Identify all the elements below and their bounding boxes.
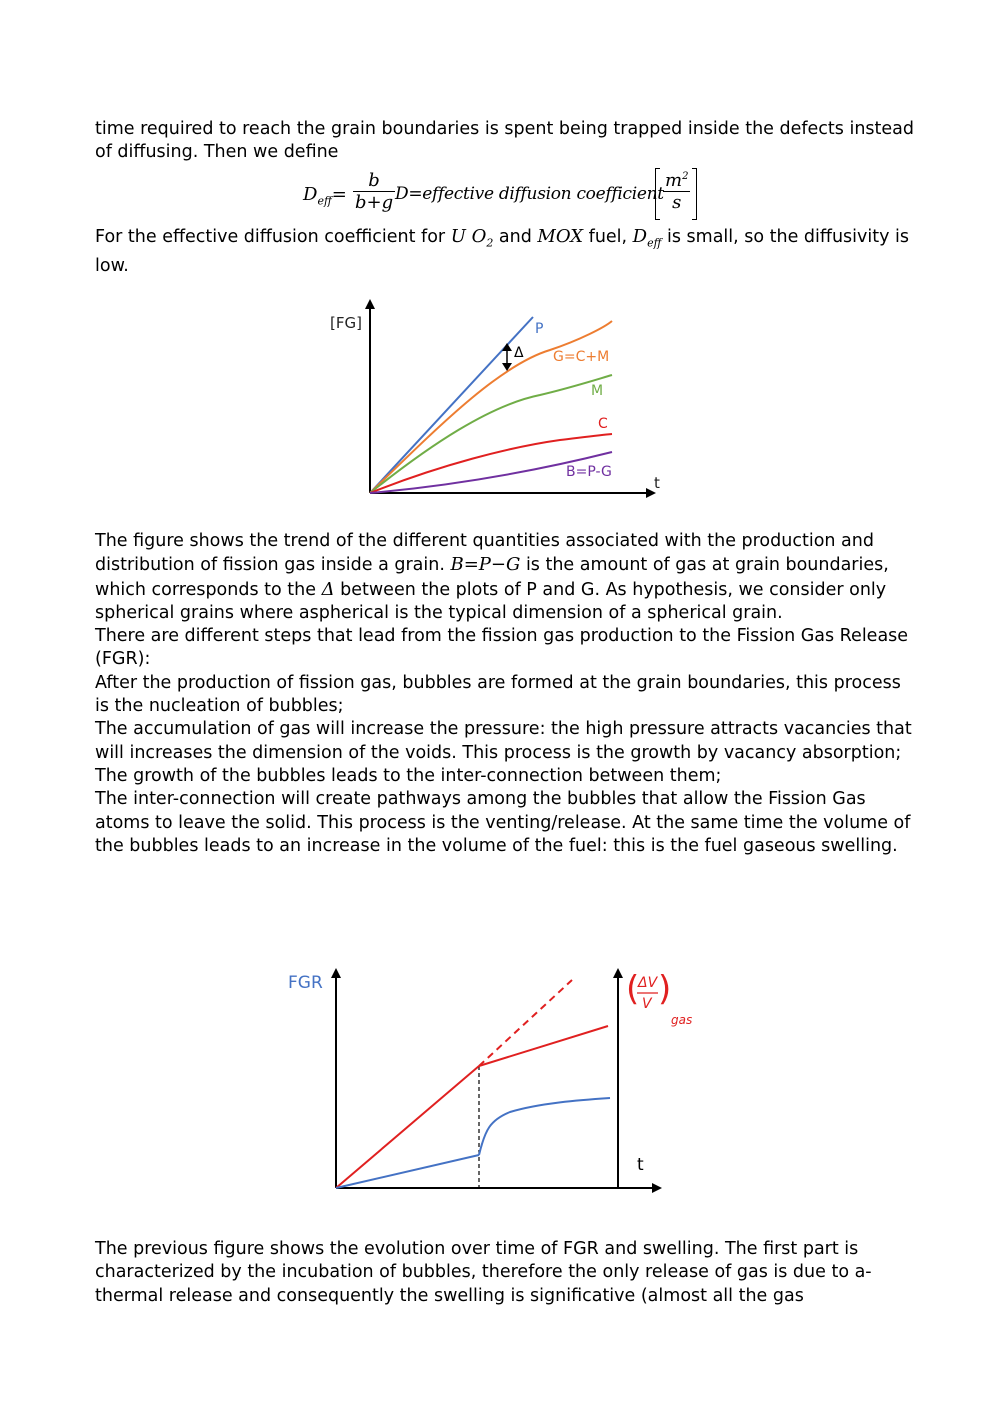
delta-label: Δ — [514, 345, 524, 361]
fig1-y-label: [FG] — [330, 314, 362, 332]
fig2-left-y-axis-arrow — [331, 968, 341, 978]
svg-text:ΔV: ΔV — [638, 975, 658, 991]
eq-rhs: D=effective diffusion coefficient — [395, 184, 664, 204]
paragraph-nucleation: After the production of fission gas, bubbles are formed at the grain boundaries, this process is the nucleation of bubbles; — [95, 672, 901, 717]
label-g: G=C+M — [553, 349, 610, 365]
fig2-fgr-label: FGR — [288, 973, 323, 993]
fig2-x-axis-arrow — [652, 1183, 662, 1193]
paragraph-venting: The inter-connection will create pathways among the bubbles that allow the Fission Gas atoms to leave the solid. This process is the venting/release. At the same time the volume of the bubbles leads to an increase in the volume of the fuel: this is the fuel gaseous swelling. — [95, 789, 911, 856]
svg-text:): ) — [658, 969, 672, 1009]
eq-unit-brackets — [655, 168, 697, 220]
fig1-x-label: t — [654, 474, 660, 492]
label-b: B=P-G — [566, 464, 612, 480]
svg-text:V: V — [642, 996, 652, 1012]
svg-text:(: ( — [626, 969, 640, 1009]
paragraph-diffusivity: For the effective diffusion coefficient for U $O_2$ and MOX fuel, $D_{eff}$ is small, so the diffusivity is low. — [95, 226, 910, 276]
fgr-swelling-figure — [280, 960, 720, 1200]
text-block-middle — [95, 530, 915, 858]
fig1-y-axis-arrow — [365, 299, 375, 309]
eq-unit: $\frac{m^2}{s}$ — [665, 170, 689, 213]
paragraph-steps-intro: There are different steps that lead from the fission gas production to the Fission Gas Release (FGR): — [95, 626, 909, 670]
fgr-curve-after — [479, 1026, 608, 1066]
swelling-curve-after — [479, 1098, 610, 1155]
label-p: P — [535, 321, 544, 337]
fission-gas-quantities-figure — [320, 295, 680, 505]
paragraph-growth: The accumulation of gas will increase the pressure: the high pressure attracts vacancies that will increases the dimension of the voids. This process is the growth by vacancy absorption; — [95, 719, 912, 763]
label-c: C — [598, 416, 608, 432]
text-block-diffusivity — [95, 225, 915, 278]
fgr-extrapolation-dashed — [479, 980, 572, 1066]
label-m: M — [591, 383, 604, 399]
paragraph-evolution: The previous figure shows the evolution over time of FGR and swelling. The first part is characterized by the incubation of bubbles, therefore the only release of gas is due to a-thermal release and consequently the swelling is significative (almost all the gas — [95, 1239, 872, 1306]
text-block-bottom — [95, 1238, 915, 1308]
paragraph-figure-description: The figure shows the trend of the different quantities associated with the production and distribution of fission gas inside a grain. B=P−G is the amount of gas at grain boundaries, which corresponds to the Δ between the plots of P and G. As hypothesis, we consider only spherical grains where aspherical is the typical dimension of a spherical grain. — [95, 531, 889, 623]
effective-diffusion-equation — [303, 166, 703, 222]
paragraph-intro: time required to reach the grain boundaries is spent being trapped inside the defects instead of diffusing. Then we define — [95, 119, 914, 163]
text-block-top — [95, 118, 915, 165]
eq-lhs: $D_{eff}=$ — [303, 184, 347, 208]
svg-text:gas: gas — [671, 1013, 693, 1027]
fig2-right-y-axis-arrow — [613, 968, 623, 978]
swelling-label — [626, 969, 692, 1027]
fgr-curve-initial — [336, 1066, 479, 1188]
fig2-x-label: t — [637, 1155, 644, 1175]
eq-fraction: $\frac{b}{b+g}$ — [355, 170, 394, 213]
swelling-curve-initial — [336, 1155, 479, 1188]
paragraph-interconnection: The growth of the bubbles leads to the inter-connection between them; — [95, 765, 722, 786]
